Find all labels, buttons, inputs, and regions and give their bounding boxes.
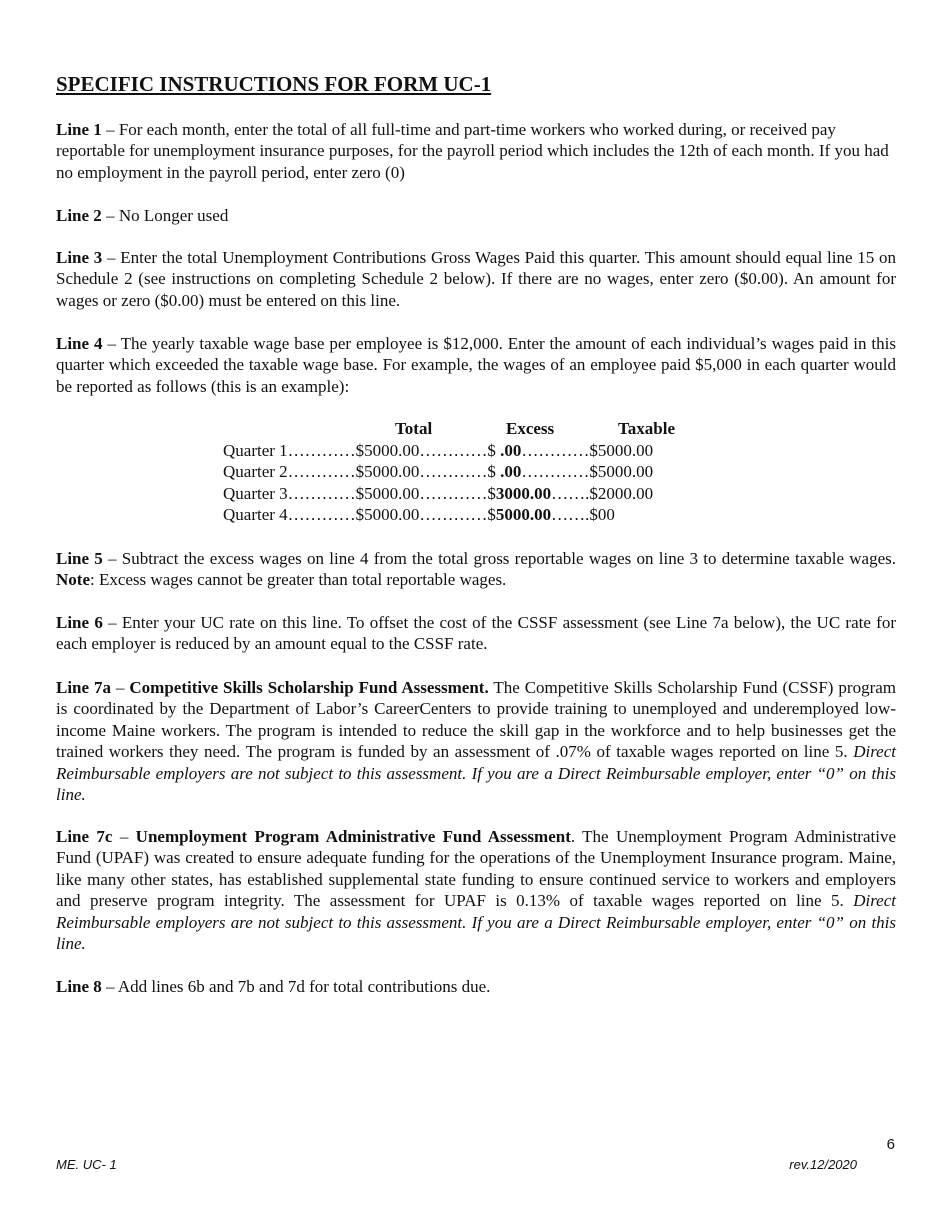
row-total: $5000.00 [355,505,420,525]
page-title: SPECIFIC INSTRUCTIONS FOR FORM UC-1 [56,72,492,96]
line-3-label: Line 3 [56,248,103,267]
line-4-label: Line 4 [56,334,103,353]
table-row [223,504,708,525]
row-quarter: Quarter 2 [223,462,288,482]
wage-table-header-row [223,418,708,440]
row-taxable: $2000.00 [589,483,654,503]
row-leader-dots: ………… [521,462,590,482]
row-leader-dots: ………… [287,462,356,482]
header-total: Total [395,419,433,438]
line-8-instruction [56,976,896,997]
line-3-text: – Enter the total Unemployment Contributions Gross Wages Paid this quarter. This amount should equal line 15 on Schedule 2 (see instructions on completing Schedule 2 below). If there are no wages, enter zero ($0.00). An amount for wages or zero ($0.00) must be entered on this line. [56,248,897,310]
table-row [223,461,708,482]
line-7c-label: Line 7c [56,827,113,846]
line-7a-label: Line 7a [56,678,111,697]
line-5-instruction [56,548,896,591]
line-2-label: Line 2 [56,206,102,225]
line-1-text: – For each month, enter the total of all full-time and part-time workers who worked during, or received pay reportable for unemployment insurance purposes, for the payroll period which includes the 12th of each month. If you had no employment in the payroll period, enter zero (0) [56,120,889,182]
line-6-instruction [56,612,896,655]
row-leader-dots: ………… [287,483,356,503]
footer-form-id: ME. UC- 1 [56,1157,117,1172]
row-total: $5000.00 [355,441,420,460]
row-taxable: $00 [589,505,615,525]
line-7a-text: The Competitive Skills Scholarship Fund (CSSF) program is coordinated by the Department of Labor’s CareerCenters to provide training to unemployed and underemployed low-income Maine workers. The program is intended to reduce the skill gap in the workforce and to help businesses get the trained workers they need. The program is funded by an assessment of .07% of taxable wages reported on line 5. [56,678,896,762]
line-7c-heading: Unemployment Program Administrative Fund Assessment [135,827,571,846]
line-6-label: Line 6 [56,613,103,632]
wage-example-table [223,418,708,526]
row-excess: .00 [500,462,522,482]
row-leader-dots: ………… [419,462,488,482]
row-excess: 3000.00 [495,483,552,503]
line-5-note-label: Note [56,570,90,590]
row-excess-prefix: $ [487,483,496,503]
line-5-label: Line 5 [56,549,103,568]
table-row [223,483,708,504]
line-7a-instruction [56,677,896,805]
page-number: 6 [886,1136,895,1153]
row-leader-dots: ………… [287,441,356,460]
line-1-label: Line 1 [56,120,102,139]
line-8-label: Line 8 [56,977,102,996]
row-excess: .00 [500,441,522,460]
line-7a-heading: Competitive Skills Scholarship Fund Assessment. [129,678,489,697]
row-leader-dots: ………… [287,505,356,525]
row-quarter: Quarter 3 [223,483,288,503]
header-excess: Excess [506,419,555,438]
row-leader-dots: ………… [521,441,590,460]
row-leader-dots: ………… [419,441,488,460]
line-2-instruction [56,205,896,226]
row-taxable: $5000.00 [589,441,654,460]
row-total: $5000.00 [355,483,420,503]
footer-revision: rev.12/2020 [789,1157,857,1172]
line-6-text: – Enter your UC rate on this line. To offset the cost of the CSSF assessment (see Line 7a below), the UC rate for each employer is reduced by an amount equal to the CSSF rate. [56,613,897,654]
row-excess: 5000.00 [495,505,552,525]
line-5-note-text: : Excess wages cannot be greater than total reportable wages. [89,570,507,590]
row-total: $5000.00 [355,462,420,482]
row-quarter: Quarter 4 [223,505,288,525]
line-3-instruction [56,247,896,311]
row-leader-dots: ……. [551,505,590,525]
row-leader-dots: ………… [419,483,488,503]
header-taxable: Taxable [618,419,676,438]
row-excess-prefix: $ [487,441,501,460]
line-7a-italic-note: Direct Reimbursable employers are not subject to this assessment. If you are a Direct Reimbursable employer, enter “0” on this line. [56,742,896,805]
line-7c-text: . The Unemployment Program Administrative Fund (UPAF) was created to ensure adequate funding for the operations of the Unemployment Insurance program. Maine, like many other states, has established supplemental state funding to ensure continued service to workers and employers and preserve program integrity. The assessment for UPAF is 0.13% of taxable wages reported on line 5. [56,827,897,911]
line-1-instruction [56,119,896,183]
line-7c-italic-note: Direct Reimbursable employers are not subject to this assessment. If you are a Direct Reimbursable employer, enter “0” on this line. [56,891,896,954]
line-4-instruction [56,333,896,397]
table-row [223,440,708,461]
row-quarter: Quarter 1 [223,441,288,460]
row-leader-dots: ………… [419,505,488,525]
line-2-text: – No Longer used [101,206,229,225]
line-4-text: – The yearly taxable wage base per employee is $12,000. Enter the amount of each individual’s wages paid in this quarter which exceeded the taxable wage base. For example, the wages of an employee paid $5,000 in each quarter would be reported as follows (this is an example): [56,334,896,396]
row-leader-dots: ……. [551,483,590,503]
row-excess-prefix: $ [487,462,501,482]
line-7a-dash: – [111,678,130,697]
line-5-text: – Subtract the excess wages on line 4 from the total gross reportable wages on line 3 to determine taxable wages. [102,549,896,568]
line-7c-instruction [56,826,896,954]
row-taxable: $5000.00 [589,462,654,482]
line-7c-dash: – [112,827,136,846]
line-8-text: – Add lines 6b and 7b and 7d for total contributions due. [101,977,491,996]
row-excess-prefix: $ [487,505,496,525]
